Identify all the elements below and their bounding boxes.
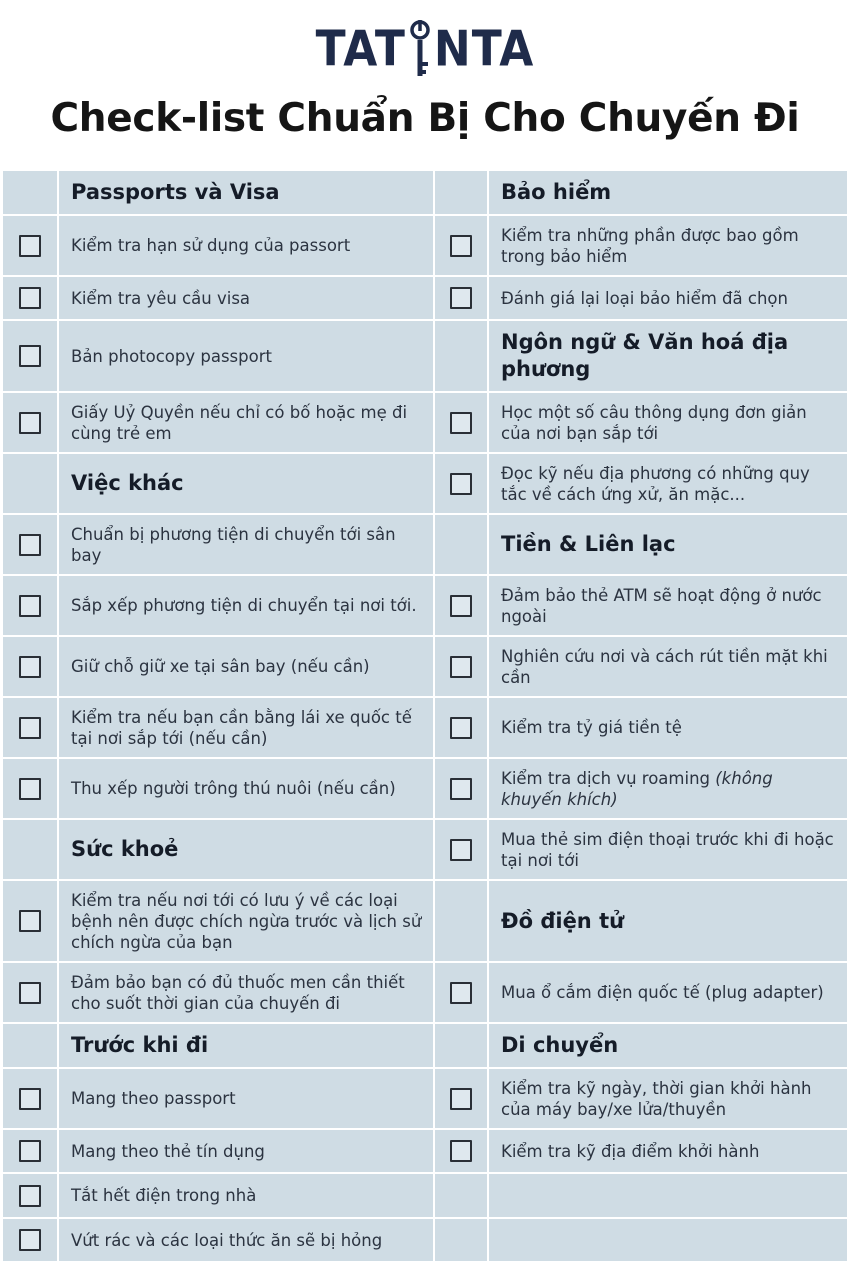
section-title: [59, 820, 433, 879]
checkbox-cell: [435, 454, 487, 513]
checklist-row: [435, 1069, 847, 1128]
checkbox[interactable]: [19, 656, 41, 678]
checkbox[interactable]: [19, 1088, 41, 1110]
item-label: [489, 1130, 847, 1172]
section-title-text: Ngôn ngữ & Văn hoá địa phương: [501, 330, 789, 381]
section-title-text: Sức khoẻ: [71, 837, 179, 861]
checkbox-cell: [435, 393, 487, 452]
item-text: Vứt rác và các loại thức ăn sẽ bị hỏng: [71, 1230, 383, 1250]
logo-text-left: TAT: [315, 20, 406, 78]
checklist-row: [435, 759, 847, 818]
item-label: [59, 515, 433, 574]
checkbox-cell: [435, 1219, 487, 1261]
item-label: [59, 277, 433, 319]
checkbox-cell: [3, 216, 57, 275]
checklist-row: [3, 515, 433, 574]
item-label: [59, 1069, 433, 1128]
item-label: [489, 963, 847, 1022]
checkbox[interactable]: [450, 412, 472, 434]
item-text: Kiểm tra hạn sử dụng của passort: [71, 236, 351, 255]
item-label: [489, 637, 847, 696]
checkbox[interactable]: [450, 1088, 472, 1110]
checkbox[interactable]: [19, 1140, 41, 1162]
checkbox-cell: [3, 1130, 57, 1172]
section-header-row: [3, 454, 433, 513]
page-title: Check-list Chuẩn Bị Cho Chuyến Đi: [50, 96, 800, 141]
checklist-row: [3, 1219, 433, 1261]
item-text: Đánh giá lại loại bảo hiểm đã chọn: [501, 288, 788, 308]
section-title: [489, 881, 847, 961]
section-title: [489, 1024, 847, 1067]
left-column: [3, 171, 433, 1267]
item-text: Kiểm tra dịch vụ roaming: [501, 768, 710, 788]
checkbox-cell: [435, 698, 487, 757]
item-text: Kiểm tra tỷ giá tiền tệ: [501, 718, 682, 737]
checklist-row: [3, 698, 433, 757]
item-text: Sắp xếp phương tiện di chuyển tại nơi tới.: [71, 596, 417, 615]
checkbox-cell: [435, 515, 487, 574]
item-text: Mang theo passport: [71, 1089, 236, 1108]
checklist-row: [3, 321, 433, 391]
item-text: Mua ổ cắm điện quốc tế (plug adapter): [501, 983, 824, 1002]
checklist-row: [3, 1130, 433, 1172]
checklist-row: [3, 216, 433, 275]
item-label: [489, 393, 847, 452]
item-text: Giữ chỗ giữ xe tại sân bay (nếu cần): [71, 657, 370, 676]
checklist-row: [3, 576, 433, 635]
brand-logo: [0, 14, 850, 84]
item-label: [59, 393, 433, 452]
checkbox[interactable]: [450, 656, 472, 678]
checkbox-cell: [3, 1174, 57, 1217]
item-text: Chuẩn bị phương tiện di chuyển tới sân bay: [71, 524, 396, 565]
item-text: Đảm bảo thẻ ATM sẽ hoạt động ở nước ngoài: [501, 585, 822, 626]
checkbox-cell: [435, 216, 487, 275]
checkbox-cell: [3, 576, 57, 635]
checkbox-cell: [435, 576, 487, 635]
section-title: [59, 1024, 433, 1067]
section-title: [489, 321, 847, 391]
checkbox[interactable]: [450, 839, 472, 861]
item-text: Đọc kỹ nếu địa phương có những quy tắc về cách ứng xử, ăn mặc...: [501, 463, 810, 504]
item-label: [59, 1130, 433, 1172]
checklist-grid: [3, 171, 847, 1267]
checkbox-cell: [435, 820, 487, 879]
key-icon: [407, 18, 433, 80]
item-label: [59, 576, 433, 635]
checkbox[interactable]: [19, 412, 41, 434]
item-label: [489, 759, 847, 818]
item-text: Nghiên cứu nơi và cách rút tiền mặt khi cần: [501, 646, 828, 687]
checkbox[interactable]: [19, 1185, 41, 1207]
checkbox[interactable]: [450, 235, 472, 257]
checkbox-cell: [3, 881, 57, 961]
checkbox-cell: [435, 1130, 487, 1172]
item-text: Giấy Uỷ Quyền nếu chỉ có bố hoặc mẹ đi cùng trẻ em: [71, 402, 408, 443]
checkbox[interactable]: [19, 778, 41, 800]
checkbox-cell: [3, 454, 57, 513]
checkbox[interactable]: [450, 778, 472, 800]
section-title-text: Bảo hiểm: [501, 180, 612, 204]
checkbox[interactable]: [19, 1229, 41, 1251]
logo-text-right: NTA: [433, 20, 535, 78]
item-label: [59, 698, 433, 757]
checkbox[interactable]: [450, 982, 472, 1004]
item-label: [489, 1069, 847, 1128]
checklist-row: [3, 963, 433, 1022]
right-column: [435, 171, 847, 1267]
checkbox-cell: [435, 881, 487, 961]
checkbox-cell: [3, 1069, 57, 1128]
checkbox-cell: [435, 171, 487, 214]
checklist-row: [3, 759, 433, 818]
checklist-row: [3, 277, 433, 319]
checkbox-cell: [3, 171, 57, 214]
item-label: [59, 637, 433, 696]
section-header-row: [3, 1024, 433, 1067]
section-title: [489, 515, 847, 574]
checkbox[interactable]: [19, 235, 41, 257]
checkbox-cell: [3, 759, 57, 818]
section-title: [59, 454, 433, 513]
section-title-text: Việc khác: [71, 471, 184, 495]
section-header-row: [3, 820, 433, 879]
checkbox-cell: [3, 698, 57, 757]
checkbox[interactable]: [19, 345, 41, 367]
item-text: Kiểm tra yêu cầu visa: [71, 288, 251, 308]
checkbox-cell: [435, 637, 487, 696]
item-label: [489, 454, 847, 513]
section-header-row: [435, 1024, 847, 1067]
checkbox[interactable]: [19, 717, 41, 739]
checkbox-cell: [435, 1024, 487, 1067]
item-label: [489, 1219, 847, 1261]
item-text: Kiểm tra kỹ ngày, thời gian khởi hành của máy bay/xe lửa/thuyền: [501, 1078, 812, 1119]
checkbox-cell: [3, 1219, 57, 1261]
checkbox-cell: [3, 321, 57, 391]
item-label: [59, 321, 433, 391]
checklist-row: [435, 393, 847, 452]
section-title-text: Trước khi đi: [71, 1033, 209, 1057]
checklist-row: [3, 637, 433, 696]
section-title: [59, 171, 433, 214]
item-text: Đảm bảo bạn có đủ thuốc men cần thiết cho suốt thời gian của chuyến đi: [71, 972, 405, 1013]
item-text: Kiểm tra nếu bạn cần bằng lái xe quốc tế tại nơi sắp tới (nếu cần): [71, 707, 412, 748]
item-label: [59, 1174, 433, 1217]
item-label: [59, 1219, 433, 1261]
checkbox-cell: [3, 820, 57, 879]
item-label: [489, 277, 847, 319]
checkbox[interactable]: [450, 473, 472, 495]
empty-row: [435, 1219, 847, 1261]
item-note: (không khuyến khích): [501, 768, 773, 809]
checklist-row: [435, 277, 847, 319]
checklist-row: [3, 1069, 433, 1128]
checkbox-cell: [435, 277, 487, 319]
checkbox[interactable]: [19, 982, 41, 1004]
checkbox[interactable]: [450, 287, 472, 309]
checklist-row: [3, 881, 433, 961]
item-text: Kiểm tra kỹ địa điểm khởi hành: [501, 1141, 760, 1161]
checklist-row: [435, 576, 847, 635]
checklist-row: [435, 1130, 847, 1172]
checkbox-cell: [3, 515, 57, 574]
section-title-text: Di chuyển: [501, 1033, 619, 1057]
section-title-text: Tiền & Liên lạc: [501, 532, 676, 556]
checkbox[interactable]: [450, 1140, 472, 1162]
checkbox[interactable]: [19, 534, 41, 556]
empty-row: [435, 1174, 847, 1217]
item-label: [489, 576, 847, 635]
section-header-row: [435, 321, 847, 391]
checklist-row: [435, 454, 847, 513]
section-title-text: Passports và Visa: [71, 180, 280, 204]
section-title-text: Đồ điện tử: [501, 908, 625, 933]
checkbox-cell: [435, 1069, 487, 1128]
checklist-row: [435, 698, 847, 757]
item-label: [59, 216, 433, 275]
checklist-row: [435, 820, 847, 879]
checkbox-cell: [3, 277, 57, 319]
checklist-row: [3, 1174, 433, 1217]
checkbox[interactable]: [450, 717, 472, 739]
item-text: Kiểm tra nếu nơi tới có lưu ý về các loại bệnh nên được chích ngừa trước và lịch sử chích ngừa của bạn: [71, 890, 422, 952]
checkbox-cell: [3, 637, 57, 696]
section-header-row: [435, 881, 847, 961]
section-header-row: [435, 515, 847, 574]
checkbox-cell: [435, 963, 487, 1022]
checklist-row: [435, 216, 847, 275]
checkbox-cell: [435, 321, 487, 391]
checkbox-cell: [3, 963, 57, 1022]
checkbox[interactable]: [19, 287, 41, 309]
item-text: Mua thẻ sim điện thoại trước khi đi hoặc tại nơi tới: [501, 829, 834, 870]
checkbox[interactable]: [19, 910, 41, 932]
item-label: [489, 216, 847, 275]
section-header-row: [435, 171, 847, 214]
checkbox-cell: [435, 759, 487, 818]
section-header-row: [3, 171, 433, 214]
section-title: [489, 171, 847, 214]
item-text: Tắt hết điện trong nhà: [71, 1186, 257, 1205]
item-label: [59, 759, 433, 818]
item-text: Mang theo thẻ tín dụng: [71, 1141, 265, 1161]
item-label: [59, 963, 433, 1022]
item-label: [489, 698, 847, 757]
item-text: Học một số câu thông dụng đơn giản của nơi bạn sắp tới: [501, 402, 807, 443]
item-label: [489, 820, 847, 879]
checklist-row: [435, 963, 847, 1022]
item-label: [489, 1174, 847, 1217]
checkbox-cell: [3, 1024, 57, 1067]
checklist-row: [3, 393, 433, 452]
checklist-row: [435, 637, 847, 696]
checkbox[interactable]: [19, 595, 41, 617]
item-text: Kiểm tra những phần được bao gồm trong bảo hiểm: [501, 225, 799, 266]
item-text: Bản photocopy passport: [71, 346, 272, 366]
item-label: [59, 881, 433, 961]
item-text: Thu xếp người trông thú nuôi (nếu cần): [71, 779, 396, 798]
checkbox-cell: [435, 1174, 487, 1217]
checkbox[interactable]: [450, 595, 472, 617]
checkbox-cell: [3, 393, 57, 452]
